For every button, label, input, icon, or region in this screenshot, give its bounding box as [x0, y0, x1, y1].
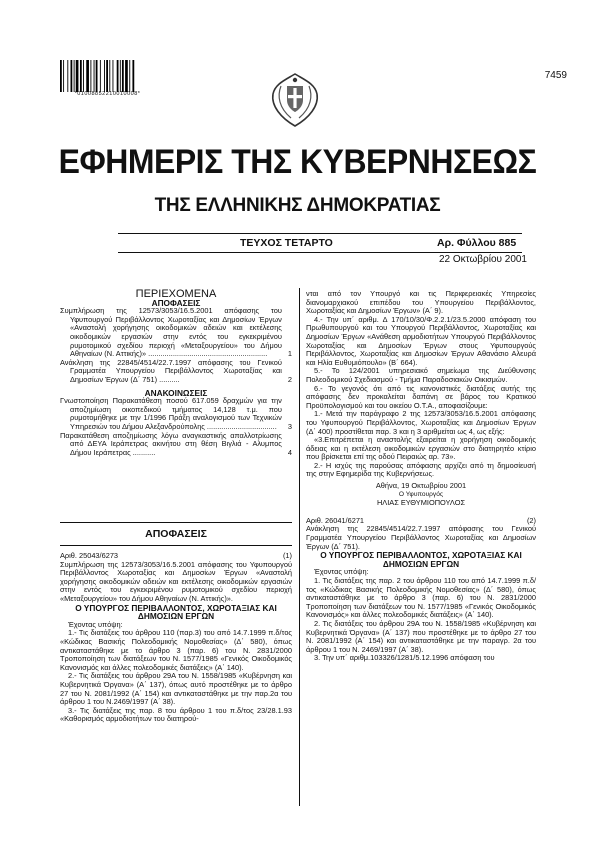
toc-entry-text: Παρακατάθεση αποζημίωσης λόγω αναγκαστικής απαλλοτρίωσης από ΔΕΥΑ Ιεράπετρας ακινήτου στη θέση Βιγλιά - Αλυμπος Δήμου Ιεράπετρας ...........: [60, 430, 282, 457]
toc-entry: [60, 432, 292, 458]
paragraph: 4.- Την υπ΄ αριθμ. Δ 170/10/30/Φ.2.2.1/23.5.2000 απόφαση του Πρωθυπουργού και του Υπουργού Περιβάλλοντος, Χωροταξίας και Δημοσίων Έργων «Ανάθεση αρμοδιοτήτων Υπουργού Περιβάλλοντος Χωροταξίας και Δημοσίων Έργων στους Υφυπουργούς Περιβάλλοντος, Χωροταξίας και Δημοσίων Έργων Αθανάσιο Αλευρά και Ηλία Ευθυμιόπουλο» (Β΄ 664).: [306, 314, 536, 367]
decision-number: Αριθ. 26041/6271: [306, 515, 365, 525]
paragraph: 3. Την υπ΄ αριθμ.103326/1281/5.12.1996 απόφαση του: [314, 653, 495, 663]
paragraph: 2.- Τις διατάξεις του άρθρου 29Α του Ν. 1558/1985 «Κυβέρνηση και Κυβερνητικά Όργανα» (Α΄ 137), όπως αυτό προστέθηκε με το άρθρο 27 του Ν. 2081/1992 (Α΄ 154) και αντικαταστάθηκε με την παρ.2α του άρθρου 1 του Ν.2469/1997 (Α΄ 38).: [60, 671, 292, 707]
paragraph: 5.- Το 124/2001 υπηρεσιακό σημείωμα της Διεύθυνσης Πολεοδομικού Σχεδιασμού - Τμήμα Παραδοσιακών Οικισμών.: [306, 366, 536, 384]
decisions-heading: ΑΠΟΦΑΣΕΙΣ: [145, 528, 207, 540]
coat-of-arms-icon: [267, 72, 323, 128]
column-divider: [299, 288, 300, 806]
paragraph: 3.- Τις διατάξεις της παρ. 8 του άρθρου 1 του π.δ/τος 23/28.1.93 «Καθορισμός αρμοδιοτήτων του διατηρού-: [60, 705, 292, 724]
paragraph: 1.- Τις διατάξεις του άρθρου 110 (παρ.3) του από 14.7.1999 π.δ/τος «Κώδικας Βασικής Πολεοδομικής Νομοθεσίας» (Δ΄ 580), όπως αντικαταστάθηκε με το άρθρο 3 (παρ. 6) του Ν. 2831/2000 Τροποποίηση των διατάξεων του Ν. 1577/1985 «Γενικός Οικοδομικός Κανονισμός και άλλες πολεοδομικές διατάξεις» (Α΄ 140).: [60, 628, 292, 672]
barcode: [60, 60, 155, 92]
having-in-mind: Έχοντας υπόψη:: [314, 567, 369, 577]
toc-entry-page: 3: [287, 421, 292, 431]
gazette-title: ΕΦΗΜΕΡΙΣ ΤΗΣ ΚΥΒΕΡΝΗΣΕΩΣ: [58, 143, 537, 181]
sheet-number: Αρ. Φύλλου 885: [437, 237, 517, 249]
toc-entry-page: 4: [287, 447, 292, 457]
decisions-rule-top: [60, 522, 292, 523]
paragraph: 2. Τις διατάξεις του άρθρου 29Α του Ν. 1558/1985 «Κυβέρνηση και Κυβερνητικά Όργανα» (Α΄ 137) που προστέθηκε με το άρθρο 27 του Ν. 2081/1992 (Α΄ 154) και αντικαταστάθηκε με την παραγρ. 2α του άρθρου 1 του Ν. 2469/1997 (Α΄ 38).: [306, 618, 536, 654]
having-in-mind: Έχοντας υπόψη:: [68, 619, 123, 629]
barcode-number: *01008852210010008*: [74, 91, 141, 97]
paragraph: νται από τον Υπουργό και τις Περιφερειακές Υπηρεσίες διανομαρχιακού επιπέδου του Υπουργείου Περιβάλλοντος, Χωροταξίας και Δημοσίων Έργων» (Α΄ 9).: [306, 289, 536, 316]
toc-entry-page: 2: [287, 374, 292, 384]
toc-entry-page: 1: [287, 349, 292, 359]
toc-entry-text: Ανάκληση της 22845/4514/22.7.1997 απόφασης του Γενικού Γραμματέα Υπουργείου Περιβάλλοντος Χωροταξίας και Δημοσίων Έργων (Δ΄ 751) ..........: [60, 357, 282, 384]
paragraph: 6.- Το γεγονός ότι από τις κανονιστικές διατάξεις αυτής της απόφασης δεν προκαλείται δαπάνη σε βάρος του Κρατικού Προϋπολογισμού και του οικείου Ο.Τ.Α., αποφασίζουμε:: [306, 383, 536, 410]
signer-role: Ο Υφυπουργός: [398, 490, 444, 498]
page-number: 7459: [544, 70, 567, 81]
signer-name: ΗΛΙΑΣ ΕΥΘΥΜΙΟΠΟΥΛΟΣ: [376, 498, 466, 508]
issue-date: 22 Οκτωβρίου 2001: [438, 254, 527, 265]
minister-heading: Ο ΥΠΟΥΡΓΟΣ ΠΕΡΙΒΑΛΛΟΝΤΟΣ, ΧΩΡΟΤΑΞΙΑΣ ΚΑΙ ΔΗΜΟΣΙΩΝ ΕΡΓΩΝ: [320, 550, 522, 569]
minister-heading: Ο ΥΠΟΥΡΓΟΣ ΠΕΡΙΒΑΛΛΟΝΤΟΣ, ΧΩΡΟΤΑΞΙΑΣ ΚΑΙ ΔΗΜΟΣΙΩΝ ΕΡΓΩΝ: [75, 602, 277, 622]
decision-marker: (2): [526, 515, 536, 525]
toc-notices-heading: ΑΝΑΚΟΙΝΩΣΕΙΣ: [144, 387, 208, 398]
issue-label: ΤΕΥΧΟΣ ΤΕΤΑΡΤΟ: [240, 237, 333, 249]
toc-decisions-heading: ΑΠΟΦΑΣΕΙΣ: [151, 297, 201, 308]
right-column: [306, 290, 536, 663]
place-date: Αθήνα, 19 Οκτωβρίου 2001: [375, 481, 467, 491]
paragraph: 1. Τις διατάξεις της παρ. 2 του άρθρου 110 του από 14.7.1999 π.δ/τος «Κώδικας Βασικής Πολεοδομικής Νομοθεσίας» (Δ΄ 580), όπως αντικαταστάθηκε με το άρθρο 3 (παρ. 6) του Ν. 2831/2000 Τροποποίηση των διατάξεων του Ν. 1577/1985 «Γενικός Οικοδομικός Κανονισμός» και άλλες πολεοδομικές διατάξεις» (Α΄ 140).: [306, 576, 536, 620]
toc-entry: [60, 397, 292, 431]
gazette-subtitle: ΤΗΣ ΕΛΛΗΝΙΚΗΣ ΔΗΜΟΚΡΑΤΙΑΣ: [154, 195, 441, 216]
decision-summary: Συμπλήρωση της 12573/3053/16.5.2001 απόφασης του Υφυπουργού Περιβάλλοντος Χωροταξίας και Δημοσίων Έργων «Αναστολή χορήγησης οικοδομικών αδειών και εκτέλεσης οικοδομικών εργασιών στην εντός του εγκεκριμένου ρυμοτομικού σχεδίου περιοχή «Μεταξουργείου» του Δήμου Αθηναίων (Ν. Αττικής)».: [60, 559, 292, 603]
toc-heading: ΠΕΡΙΕΧΟΜΕΝΑ: [135, 288, 217, 300]
header-rule-top: [118, 233, 522, 234]
paragraph: 1.- Μετά την παράγραφο 2 της 12573/3053/16.5.2001 απόφασης του Υφυπουργού Περιβάλλοντος, Χωροταξίας και Δημοσίων Έργων (Δ΄ 400) προστίθεται παρ. 3 και η 3 αριθμείται ως 4, ως εξής:: [306, 409, 536, 436]
header-rule-bottom: [118, 252, 522, 253]
decision-1: [60, 552, 292, 724]
decision-number: Αριθ. 25043/6273: [60, 551, 119, 560]
decisions-rule-bottom: [60, 545, 292, 546]
paragraph: 2.- Η ισχύς της παρούσας απόφασης αρχίζει από τη δημοσίευσή της στην Εφημερίδα της Κυβερνήσεως.: [306, 460, 536, 479]
decision-summary: Ανάκληση της 22845/4514/22.7.1997 απόφασης του Γενικού Γραμματέα Υπουργείου Περιβάλλοντος Χωροταξίας και Δημοσίων Έργων (Δ΄ 751).: [306, 524, 536, 551]
decision-marker: (1): [282, 551, 292, 560]
toc-entry-text: Συμπλήρωση της 12573/3053/16.5.2001 απόφασης του Υφυπουργού Περιβάλλοντος Χωροταξίας και Δημοσίων Έργων «Αναστολή χορήγησης οικοδομικών αδειών και εκτέλεσης οικοδομικών εργασιών στην εντός του εγκεκριμένου ρυμοτομικού σχεδίου περιοχή «Μεταξουργείου» του Δήμου Αθηναίων (Ν. Αττικής)» ..........................................................: [60, 306, 282, 359]
toc-entry-text: Γνωστοποίηση Παρακατάθεση ποσού 617.059 δραχμών για την αποζημίωση οικοπεδικού τμήματος 14,128 τ.μ. που ρυμοτομήθηκε με την 1/1996 Πράξη αναλογισμού των Τεχνικών Υπηρεσιών του Δήμου Αλεξανδρούπολης ..................................: [60, 396, 282, 431]
toc-entry: [60, 359, 292, 385]
left-column: [60, 290, 292, 457]
paragraph: «3.Επιτρέπεται η αναστολής εξαιρείται η χορήγηση οικοδομικής άδειας και η εκτέλεση οικοδομικών εργασιών στο διατηρητέο κτίριο που βρίσκεται επί της οδού Πειραιώς αρ. 73».: [306, 435, 536, 462]
toc-entry: [60, 307, 292, 359]
